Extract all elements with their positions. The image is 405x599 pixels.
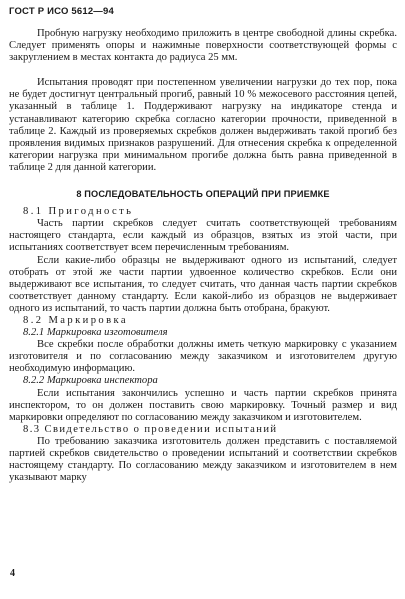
paragraph-test-load: Пробную нагрузку необходимо приложить в центре свободной длины скребка. Следует применять опоры и нажимные поверхности соответствующей формы с закруглением в местах контакта до радиуса 25 мм. (9, 28, 397, 64)
paragraph-test-procedure: Испытания проводят при постепенном увеличении нагрузки до тех пор, пока не будет достигнут центральный прогиб, равный 10 % межосевого расстояния цепей, указанный в таблице 1. Поддерживают нагрузку на индикаторе стенда и устанавливают категорию скребка согласно категории прочности, приведенной в таблице 2. Каждый из проверяемых скребков должен выдерживать такой прогиб без проявления видимых признаков разрушений. Для отнесения скребка к определенной категории нагрузка при минимальном прогибе должна быть равна приведенной в таблице 2 для данной категории. (9, 77, 397, 173)
paragraph-suitability: Часть партии скребков следует считать соответствующей требованиям настоящего стандарта, если каждый из образцов, взятых из этой части, при испытаниях соответствует всем перечисленным требованиям. (9, 218, 397, 254)
subsection-8-2-1-heading: 8.2.1 Маркировка изготовителя (23, 327, 168, 339)
subsection-8-3-heading: 8.3 Свидетельство о проведении испытаний (23, 423, 278, 435)
subsection-8-1-heading: 8.1 Пригодность (23, 206, 134, 218)
section-8-heading: 8 ПОСЛЕДОВАТЕЛЬНОСТЬ ОПЕРАЦИЙ ПРИ ПРИЕМКЕ (76, 189, 330, 200)
paragraph-manufacturer-marking: Все скребки после обработки должны иметь четкую маркировку с указанием изготовителя и по согласованию между заказчиком и изготовителем другую необходимую информацию. (9, 339, 397, 375)
paragraph-gap (9, 64, 397, 77)
paragraph-retest: Если какие-либо образцы не выдерживают одного из испытаний, следует отобрать от этой же части партии удвоенное количество скребков. Если они выдерживают все испытания, то следует считать, что данная часть партии скребков соответствует данному стандарту. Если какой-либо из образцов не выдерживает одного из испытаний, то часть партии должна быть отобрана, бракуют. (9, 254, 397, 314)
section-gap (9, 174, 397, 188)
document-header: ГОСТ Р ИСО 5612—94 (9, 6, 114, 17)
paragraph-test-certificate: По требованию заказчика изготовитель должен представить с поставляемой партией скребков свидетельство о проведении испытаний и соответствии скребков настоящему стандарту. По согласованию между заказчиком и изготовителем в нем указывают марку (9, 435, 397, 484)
page-number: 4 (10, 568, 15, 579)
document-body (9, 28, 397, 484)
subsection-8-2-heading: 8.2 Маркировка (23, 314, 129, 326)
paragraph-inspector-marking: Если испытания закончились успешно и часть партии скребков принята инспектором, то он должен поставить свою маркировку. Точный размер и вид маркировки определяют по согласованию между заказчиком и изготовителем. (9, 387, 397, 423)
subsection-8-2-2-heading: 8.2.2 Маркировка инспектора (23, 375, 158, 387)
